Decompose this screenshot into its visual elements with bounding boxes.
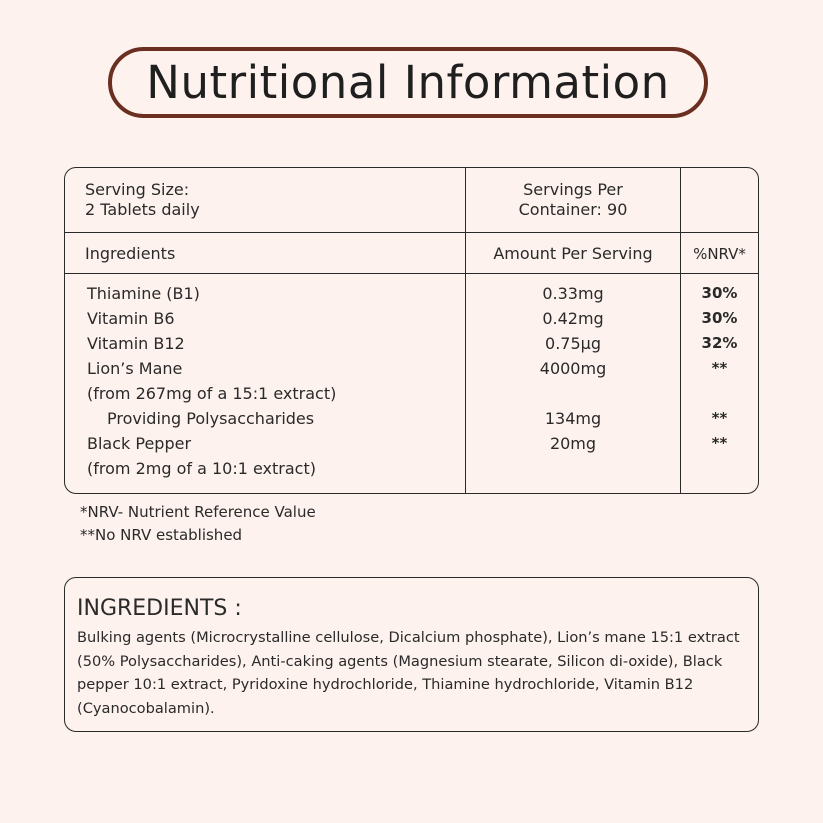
table-row bbox=[65, 434, 758, 459]
table-row bbox=[65, 459, 758, 484]
ingredient-amount: 0.33mg bbox=[542, 284, 604, 303]
ingredient-nrv: 30% bbox=[701, 309, 738, 327]
ingredient-amount: 0.42mg bbox=[542, 309, 604, 328]
serving-size-label: Serving Size: bbox=[85, 180, 190, 199]
ingredient-name: Vitamin B6 bbox=[87, 309, 175, 328]
ingredient-name: Vitamin B12 bbox=[87, 334, 185, 353]
row-divider bbox=[65, 273, 758, 274]
footnote-no-nrv: **No NRV established bbox=[80, 526, 243, 544]
ingredient-nrv: 30% bbox=[701, 284, 738, 302]
ingredients-panel bbox=[64, 577, 759, 732]
table-row bbox=[65, 384, 758, 409]
ingredient-nrv: ** bbox=[711, 359, 728, 377]
ingredient-name: Providing Polysaccharides bbox=[107, 409, 315, 428]
serving-size-value: 2 Tablets daily bbox=[85, 200, 200, 219]
header-ingredients: Ingredients bbox=[85, 244, 176, 263]
table-row bbox=[65, 334, 758, 359]
page-title: Nutritional Information bbox=[146, 56, 670, 109]
table-row bbox=[65, 284, 758, 309]
ingredients-text: Bulking agents (Microcrystalline cellulose, Dicalcium phosphate), Lion’s mane 15:1 extract (50% Polysaccharides), Anti-caking agents (Magnesium stearate, Silicon di-oxide), Black pepper 10:1 extract, Pyridoxine hydrochloride, Thiamine hydrochloride, Vitamin B12 (Cyanocobalamin). bbox=[77, 629, 740, 717]
table-row bbox=[65, 409, 758, 434]
header-nrv: %NRV* bbox=[693, 245, 746, 263]
ingredients-title: INGREDIENTS : bbox=[77, 596, 242, 621]
ingredient-nrv: ** bbox=[711, 434, 728, 452]
header-amount: Amount Per Serving bbox=[493, 244, 653, 263]
ingredient-nrv: 32% bbox=[701, 334, 738, 352]
ingredient-name: Black Pepper bbox=[87, 434, 192, 453]
serving-size bbox=[85, 180, 200, 220]
ingredient-amount: 0.75µg bbox=[545, 334, 601, 353]
title-banner bbox=[108, 47, 708, 118]
servings-per-container bbox=[467, 180, 679, 220]
ingredient-name: (from 267mg of a 15:1 extract) bbox=[87, 384, 337, 403]
footnotes bbox=[80, 501, 316, 547]
table-row bbox=[65, 309, 758, 334]
ingredient-name: Lion’s Mane bbox=[87, 359, 183, 378]
ingredient-nrv: ** bbox=[711, 409, 728, 427]
ingredient-amount: 20mg bbox=[549, 434, 597, 453]
ingredient-amount: 4000mg bbox=[539, 359, 607, 378]
servings-per-label: Servings Per bbox=[523, 180, 623, 199]
row-divider bbox=[65, 232, 758, 233]
nutrition-table bbox=[64, 167, 759, 494]
servings-per-value: Container: 90 bbox=[518, 200, 628, 219]
ingredient-amount: 134mg bbox=[544, 409, 602, 428]
ingredient-name: (from 2mg of a 10:1 extract) bbox=[87, 459, 316, 478]
table-row bbox=[65, 359, 758, 384]
ingredient-name: Thiamine (B1) bbox=[87, 284, 200, 303]
footnote-nrv: *NRV- Nutrient Reference Value bbox=[80, 503, 316, 521]
